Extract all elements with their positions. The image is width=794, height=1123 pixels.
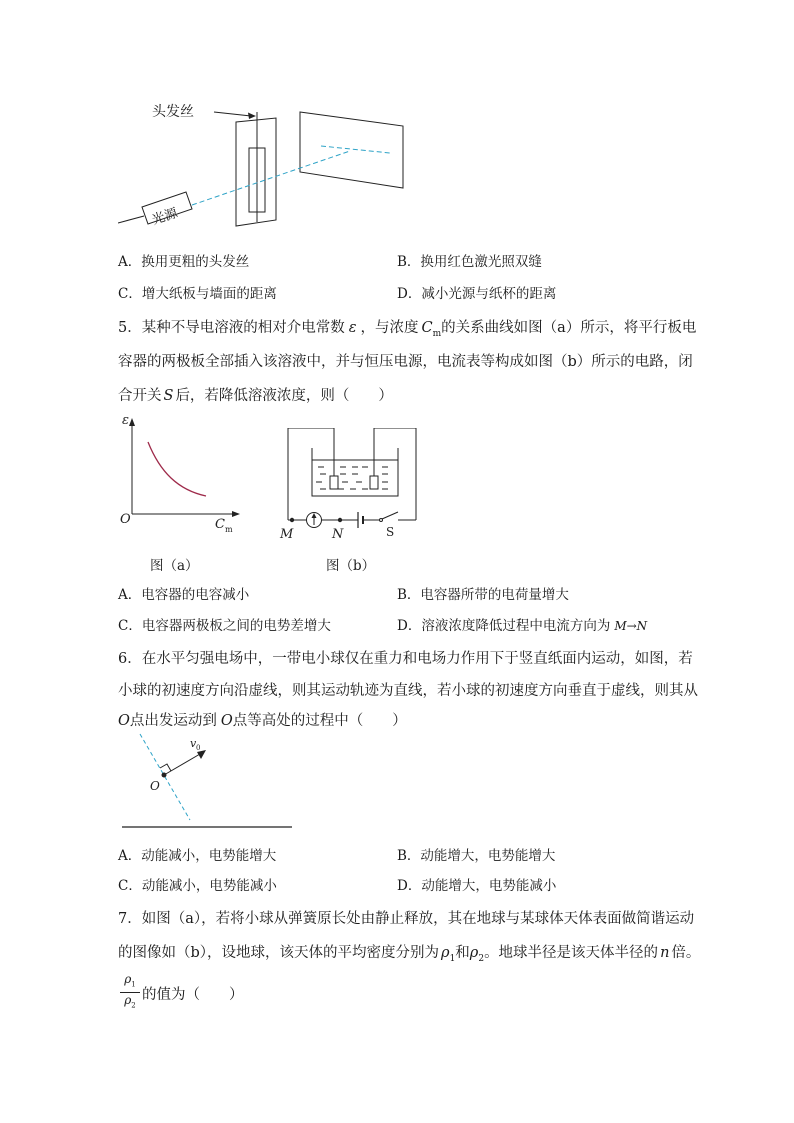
q6-option-a[interactable]: A．动能减小，电势能增大 bbox=[118, 848, 277, 864]
q6-o-var-1: O bbox=[118, 713, 130, 729]
v0-sub: 0 bbox=[196, 744, 201, 752]
q5-s-var: S bbox=[163, 388, 174, 404]
velocity-vector bbox=[164, 754, 200, 775]
capacitor-plate-right bbox=[370, 476, 378, 489]
right-angle-mark bbox=[160, 764, 171, 771]
q5-option-b[interactable]: B．电容器所带的电荷量增大 bbox=[397, 587, 569, 603]
cm-axis-label-sub: m bbox=[225, 525, 233, 534]
q5-eps: ε bbox=[348, 320, 357, 336]
capacitor-plate-left bbox=[330, 476, 338, 489]
eps-cm-curve bbox=[148, 442, 206, 496]
q5-cm-c: C bbox=[421, 320, 433, 336]
node-m bbox=[290, 518, 294, 522]
label-m: M bbox=[280, 527, 294, 542]
q7-stem-line-3: 的值为（ ） bbox=[142, 987, 244, 1003]
q5-stem-1c: 的关系曲线如图（a）所示，将平行板电 bbox=[441, 320, 697, 336]
q6-stem-3a: 点出发运动到 bbox=[129, 713, 217, 729]
hair-arrow bbox=[214, 112, 251, 116]
q7-rho1-sub: 1 bbox=[449, 953, 456, 964]
q6-stem-line-2: 小球的初速度方向沿虚线，则其运动轨迹为直线，若小球的初速度方向垂直于虚线，则其从 bbox=[118, 683, 698, 699]
q7-stem-2c: 。地球半径是该天体半径的 bbox=[484, 945, 659, 961]
q5-cm-sub: m bbox=[432, 328, 442, 339]
q5-figure-b bbox=[276, 428, 426, 548]
light-beam-1 bbox=[192, 151, 350, 205]
q4-option-d[interactable]: D．减小光源与纸杯的距离 bbox=[397, 286, 557, 302]
wall-screen bbox=[300, 112, 403, 188]
q5-option-d-direction: M→N bbox=[614, 619, 648, 633]
cm-axis-label-c: C bbox=[215, 517, 225, 532]
q6-stem-line-3 bbox=[118, 709, 407, 730]
cm-axis-arrow bbox=[232, 511, 240, 517]
q5-stem-3b: 后，若降低溶液浓度，则（ ） bbox=[175, 388, 393, 404]
v0-label: v bbox=[190, 737, 197, 750]
q5-stem-line-2: 容器的两极板全部插入该溶液中，并与恒压电源，电流表等构成如图（b）所示的电路，闭 bbox=[118, 354, 693, 370]
q7-fraction-numerator: $\rho_1$ bbox=[120, 972, 140, 993]
q6-option-b[interactable]: B．动能增大，电势能增大 bbox=[397, 848, 556, 864]
label-s: S bbox=[386, 525, 395, 539]
origin-label-a: O bbox=[120, 512, 131, 527]
light-beam-2 bbox=[321, 146, 390, 153]
q4-option-c[interactable]: C．增大纸板与墙面的距离 bbox=[118, 286, 277, 302]
q5-stem-1b: ，与浓度 bbox=[360, 320, 419, 336]
hair-label: 头发丝 bbox=[152, 104, 194, 120]
hair-arrowhead bbox=[248, 113, 256, 120]
q5-option-d[interactable] bbox=[397, 614, 647, 634]
source-cable bbox=[118, 216, 144, 223]
node-n bbox=[338, 518, 342, 522]
q5-caption-a: 图（a） bbox=[150, 558, 199, 574]
eps-axis-arrow bbox=[129, 418, 135, 426]
q7-rho2-sub: 2 bbox=[478, 953, 485, 964]
label-n: N bbox=[332, 527, 344, 542]
q6-figure bbox=[118, 732, 298, 832]
q7-stem-2d: 倍。 bbox=[671, 945, 701, 961]
q5-stem-3a: 合开关 bbox=[118, 388, 162, 404]
q5-option-c[interactable]: C．电容器两极板之间的电势差增大 bbox=[118, 618, 331, 634]
q4-option-b[interactable]: B．换用红色激光照双缝 bbox=[397, 254, 542, 270]
eps-axis-label: ε bbox=[122, 413, 129, 428]
q4-option-a[interactable]: A．换用更粗的头发丝 bbox=[118, 254, 250, 270]
q5-option-d-text: D．溶液浓度降低过程中电流方向为 bbox=[397, 618, 611, 634]
q7-n-var: n bbox=[660, 945, 670, 961]
q6-option-d[interactable]: D．动能增大，电势能减小 bbox=[397, 878, 557, 894]
q4-figure bbox=[118, 98, 418, 238]
q7-stem-2a: 的图像如（b），设地球，该天体的平均密度分别为 bbox=[118, 945, 440, 961]
q5-stem-1a: 5．某种不导电溶液的相对介电常数 bbox=[118, 320, 345, 336]
origin-label-q6: O bbox=[150, 779, 160, 793]
q5-caption-b: 图（b） bbox=[326, 558, 376, 574]
paper-board bbox=[236, 118, 276, 226]
q6-o-var-2: O bbox=[220, 713, 233, 729]
q7-rho1: ρ bbox=[441, 945, 450, 961]
q5-stem-line-3 bbox=[118, 384, 393, 405]
q6-option-c[interactable]: C．动能减小，电势能减小 bbox=[118, 878, 277, 894]
source-label: 光源 bbox=[150, 205, 180, 229]
q5-stem-line-1 bbox=[118, 316, 696, 339]
q6-stem-3b: 点等高处的过程中（ ） bbox=[232, 713, 407, 729]
q7-stem-2b: 和 bbox=[455, 945, 470, 961]
q6-stem-line-1: 6．在水平匀强电场中，一带电小球仅在重力和电场力作用下于竖直纸面内运动，如图，若 bbox=[118, 651, 693, 667]
q7-fraction bbox=[120, 972, 140, 1013]
q5-figure-a bbox=[116, 410, 246, 540]
q7-fraction-denominator: $\rho_2$ bbox=[124, 993, 136, 1010]
q7-stem-line-2 bbox=[118, 941, 700, 964]
q7-rho2: ρ bbox=[469, 945, 479, 961]
q7-stem-line-1: 7．如图（a），若将小球从弹簧原长处由静止释放，其在地球与某球体天体表面做简谐运动 bbox=[118, 911, 695, 927]
q5-option-a[interactable]: A．电容器的电容减小 bbox=[118, 587, 250, 603]
ball bbox=[162, 773, 167, 778]
switch-blade bbox=[382, 512, 398, 519]
